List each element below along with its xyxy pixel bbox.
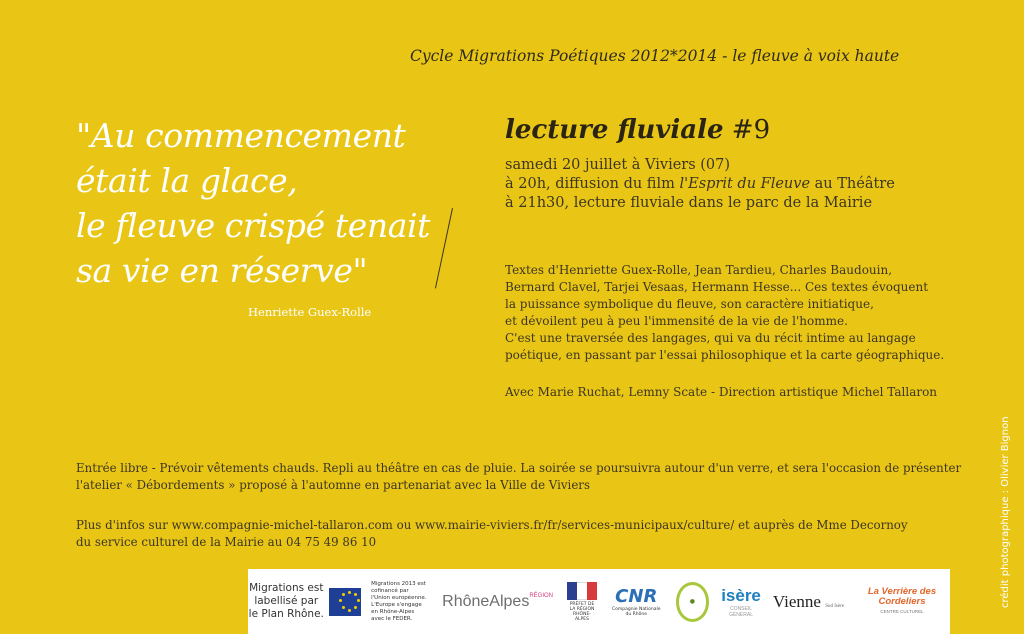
event-date: samedi 20 juillet à Viviers (07) bbox=[505, 157, 731, 173]
cast-line: Avec Marie Ruchat, Lemny Scate - Direction artistique Michel Tallaron bbox=[505, 385, 938, 399]
event-title-text: lecture fluviale bbox=[505, 115, 724, 145]
cnr-caption: Compagnie Nationale du Rhône bbox=[611, 607, 661, 617]
quote-line: le fleuve crispé tenait bbox=[76, 206, 431, 245]
cnr-name: CNR bbox=[615, 586, 658, 607]
divider-slash bbox=[435, 208, 453, 288]
event-number: #9 bbox=[731, 115, 771, 145]
vienne-logo bbox=[773, 592, 844, 612]
circle-logo-icon bbox=[676, 582, 710, 622]
event-film-line bbox=[505, 175, 895, 194]
rhone-alpes-name: RhôneAlpes bbox=[442, 592, 530, 610]
verriere-name: La Verrière des Cordeliers bbox=[867, 585, 937, 607]
isere-caption: CONSEIL GÉNÉRAL bbox=[729, 605, 753, 618]
event-info bbox=[505, 156, 895, 213]
photo-credit: crédit photographique : Olivier Bignon bbox=[1000, 416, 1011, 608]
film-title: l'Esprit du Fleuve bbox=[679, 176, 811, 192]
circle-logo-mark: ● bbox=[689, 598, 695, 605]
event-title bbox=[505, 115, 770, 145]
partner-logos bbox=[248, 569, 950, 634]
isere-logo bbox=[721, 586, 761, 618]
rhone-alpes-tag: RÉGION bbox=[529, 592, 553, 599]
isere-name: isère bbox=[721, 585, 761, 605]
eu-cofunding-text: Migrations 2013 est cofinancé par l'Union européenne. L'Europe s'engage en Rhône-Alpes avec le FEDER. bbox=[371, 580, 427, 622]
contact-info bbox=[76, 517, 908, 551]
contact-line: Plus d'infos sur www.compagnie-michel-tallaron.com ou www.mairie-viviers.fr/fr/services-municipaux/culture/ et auprès de Mme Decornoy bbox=[76, 518, 908, 532]
quote-line: était la glace, bbox=[76, 161, 298, 200]
description-line: la puissance symbolique du fleuve, son caractère initiatique, bbox=[505, 297, 874, 311]
film-prefix: à 20h, diffusion du film bbox=[505, 176, 680, 192]
entry-line: l'atelier « Débordements » proposé à l'automne en partenariat avec la Ville de Viviers bbox=[76, 478, 590, 492]
verriere-caption: CENTRE CULTUREL bbox=[880, 608, 924, 614]
film-suffix: au Théâtre bbox=[810, 176, 895, 192]
rhone-alpes-logo bbox=[442, 593, 553, 611]
contact-line: du service culturel de la Mairie au 04 75 49 86 10 bbox=[76, 535, 377, 549]
entry-info bbox=[76, 460, 961, 494]
quote-line: "Au commencement bbox=[76, 116, 406, 155]
verriere-logo bbox=[854, 587, 950, 617]
quote bbox=[76, 113, 430, 293]
event-reading-line: à 21h30, lecture fluviale dans le parc de la Mairie bbox=[505, 195, 873, 211]
vienne-name: Vienne bbox=[772, 591, 821, 611]
description-line: Bernard Clavel, Tarjei Vesaas, Hermann Hesse... Ces textes évoquent bbox=[505, 280, 929, 294]
plan-rhone-label: Migrations est labellisé par le Plan Rhône. bbox=[248, 582, 324, 620]
cnr-logo bbox=[611, 586, 662, 617]
entry-line: Entrée libre - Prévoir vêtements chauds. Repli au théâtre en cas de pluie. La soirée se poursuivra autour d'un verre, et sera l'occasion de présenter bbox=[76, 461, 962, 475]
description bbox=[505, 262, 944, 364]
prefet-logo bbox=[567, 582, 597, 622]
cycle-header: Cycle Migrations Poétiques 2012*2014 - le fleuve à voix haute bbox=[410, 47, 900, 65]
description-line: Textes d'Henriette Guex-Rolle, Jean Tardieu, Charles Baudouin, bbox=[505, 263, 893, 277]
description-line: et dévoilent peu à peu l'immensité de la vie de l'homme. bbox=[505, 314, 848, 328]
french-flag-icon bbox=[567, 582, 597, 600]
prefet-caption: PRÉFET DE LA RÉGION RHÔNE-ALPES bbox=[569, 601, 595, 622]
quote-author: Henriette Guex-Rolle bbox=[248, 305, 372, 319]
description-line: poétique, en passant par l'essai philosophique et la carte géographique. bbox=[505, 348, 945, 362]
description-line: C'est une traversée des langages, qui va du récit intime au langage bbox=[505, 331, 916, 345]
vienne-caption: Sud Isère bbox=[825, 603, 844, 609]
quote-line: sa vie en réserve" bbox=[76, 251, 368, 290]
eu-flag-icon bbox=[329, 588, 362, 616]
